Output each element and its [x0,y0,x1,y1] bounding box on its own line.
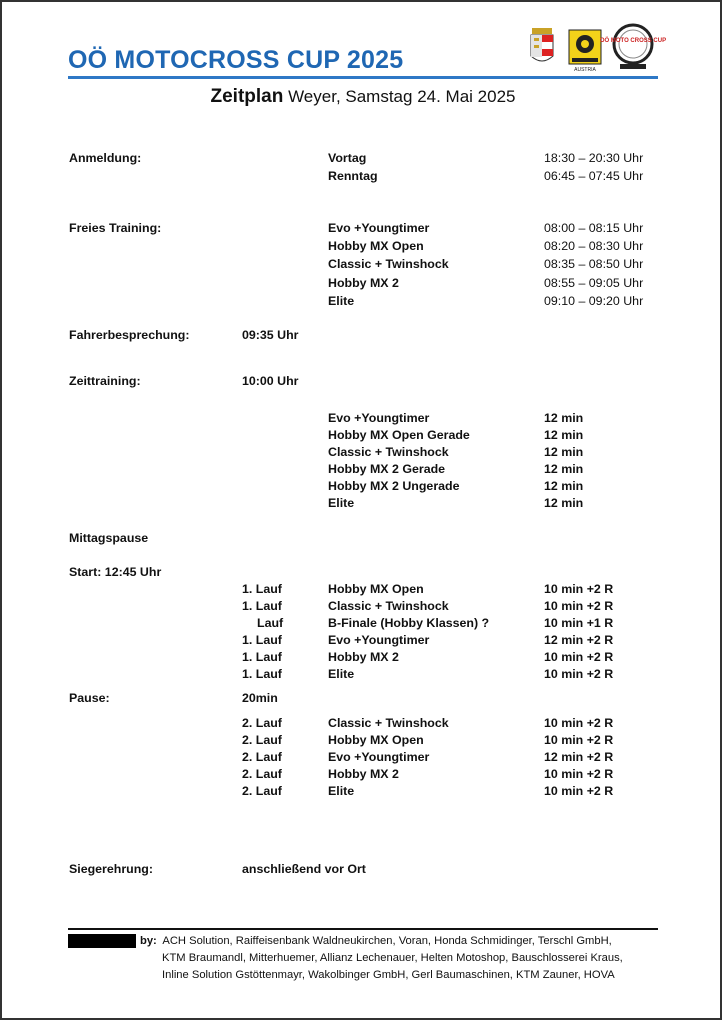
anmeldung-item-name: Renntag [328,169,378,183]
zeittraining-item-duration: 12 min [544,411,584,425]
race-lauf: 1. Lauf [242,599,282,613]
subtitle-zeitplan: Zeitplan [210,86,284,107]
anmeldung-item-time: 06:45 – 07:45 Uhr [544,169,644,183]
race-duration: 10 min +2 R [544,667,614,681]
race-lauf: 2. Lauf [242,733,282,747]
header-rule [68,76,658,79]
race-lauf: 1. Lauf [242,650,282,664]
sponsor-line-text: ACH Solution, Raiffeisenbank Waldneukirchen, Voran, Honda Schmidinger, Terschl GmbH, [162,935,612,947]
zeittraining-item-duration: 12 min [544,445,584,459]
redacted-block [68,934,136,948]
zeittraining-item-name: Hobby MX 2 Ungerade [328,479,460,493]
race-duration: 12 min +2 R [544,750,614,764]
sponsor-line: KTM Braumandl, Mitterhuemer, Allianz Lechenauer, Helten Motoshop, Bauschlosserei Kraus, [162,952,623,964]
race-class: Hobby MX 2 [328,767,399,781]
race-class: Hobby MX Open [328,733,424,747]
training-item-name: Hobby MX Open [328,239,424,253]
training-item-name: Evo +Youngtimer [328,221,430,235]
race-class: Evo +Youngtimer [328,633,430,647]
zeittraining-item-name: Elite [328,496,355,510]
training-item-time: 08:55 – 09:05 Uhr [544,276,644,290]
training-item-name: Classic + Twinshock [328,257,449,271]
fahrerbesprechung-time: 09:35 Uhr [242,328,299,342]
race-duration: 10 min +2 R [544,599,614,613]
subtitle-location-date: Weyer, Samstag 24. Mai 2025 [283,87,516,106]
zeittraining-item-duration: 12 min [544,428,584,442]
race-duration: 12 min +2 R [544,633,614,647]
header-logos [527,22,667,74]
section-label-mittagspause: Mittagspause [69,531,149,545]
section-label-fahrerbesprechung: Fahrerbesprechung: [69,328,190,342]
sponsor-line: Inline Solution Gstöttenmayr, Wakolbinger GmbH, Gerl Baumaschinen, KTM Zauner, HOVA [162,969,615,981]
race-class: Hobby MX Open [328,582,424,596]
zeittraining-item-duration: 12 min [544,496,584,510]
race-lauf: 2. Lauf [242,750,282,764]
race-class: Evo +Youngtimer [328,750,430,764]
sponsor-line [140,933,660,950]
race-class: Classic + Twinshock [328,716,449,730]
race-class: Classic + Twinshock [328,599,449,613]
section-label-pause: Pause: [69,691,110,705]
siegerehrung-value: anschließend vor Ort [242,862,366,876]
upper-austria-crest-logo [531,28,553,61]
race-duration: 10 min +2 R [544,716,614,730]
svg-text:OÖ MOTO CROSS CUP: OÖ MOTO CROSS CUP [599,38,667,44]
race-class: B-Finale (Hobby Klassen) ? [328,616,490,630]
pause-duration: 20min [242,691,278,705]
zeittraining-item-name: Evo +Youngtimer [328,411,430,425]
race-duration: 10 min +2 R [544,733,614,747]
race-lauf: 2. Lauf [242,784,282,798]
race-lauf: 2. Lauf [242,716,282,730]
section-label-zeittraining: Zeittraining: [69,374,141,388]
training-item-time: 08:00 – 08:15 Uhr [544,221,644,235]
race-lauf: 1. Lauf [242,667,282,681]
training-item-time: 08:35 – 08:50 Uhr [544,257,644,271]
cup-title: OÖ MOTOCROSS CUP 2025 [68,46,404,74]
zeittraining-item-duration: 12 min [544,462,584,476]
zeittraining-item-name: Hobby MX 2 Gerade [328,462,446,476]
page-subtitle [0,86,726,108]
zeittraining-item-name: Classic + Twinshock [328,445,449,459]
training-item-time: 08:20 – 08:30 Uhr [544,239,644,253]
section-label-freies-training: Freies Training: [69,221,162,235]
zeittraining-time: 10:00 Uhr [242,374,299,388]
anmeldung-item-time: 18:30 – 20:30 Uhr [544,151,644,165]
race-duration: 10 min +2 R [544,784,614,798]
sponsor-by-label: by: [140,935,157,947]
race-class: Hobby MX 2 [328,650,399,664]
zeittraining-item-duration: 12 min [544,479,584,493]
section-label-siegerehrung: Siegerehrung: [69,862,153,876]
race-duration: 10 min +2 R [544,582,614,596]
svg-text:AUSTRIA: AUSTRIA [574,67,596,73]
race-lauf: Lauf [257,616,284,630]
race-duration: 10 min +1 R [544,616,614,630]
race-lauf: 1. Lauf [242,582,282,596]
race-class: Elite [328,667,355,681]
race-lauf: 1. Lauf [242,633,282,647]
anmeldung-item-name: Vortag [328,151,367,165]
sponsor-list [140,933,660,984]
training-item-name: Hobby MX 2 [328,276,399,290]
race-duration: 10 min +2 R [544,767,614,781]
training-item-name: Elite [328,294,355,308]
amf-austria-logo [569,30,601,73]
race-duration: 10 min +2 R [544,650,614,664]
race-lauf: 2. Lauf [242,767,282,781]
training-item-time: 09:10 – 09:20 Uhr [544,294,644,308]
zeittraining-item-name: Hobby MX Open Gerade [328,428,470,442]
section-label-start: Start: 12:45 Uhr [69,565,162,579]
race-class: Elite [328,784,355,798]
oo-motocross-cup-logo [600,25,666,69]
footer-rule [68,928,658,930]
section-label-anmeldung: Anmeldung: [69,151,142,165]
